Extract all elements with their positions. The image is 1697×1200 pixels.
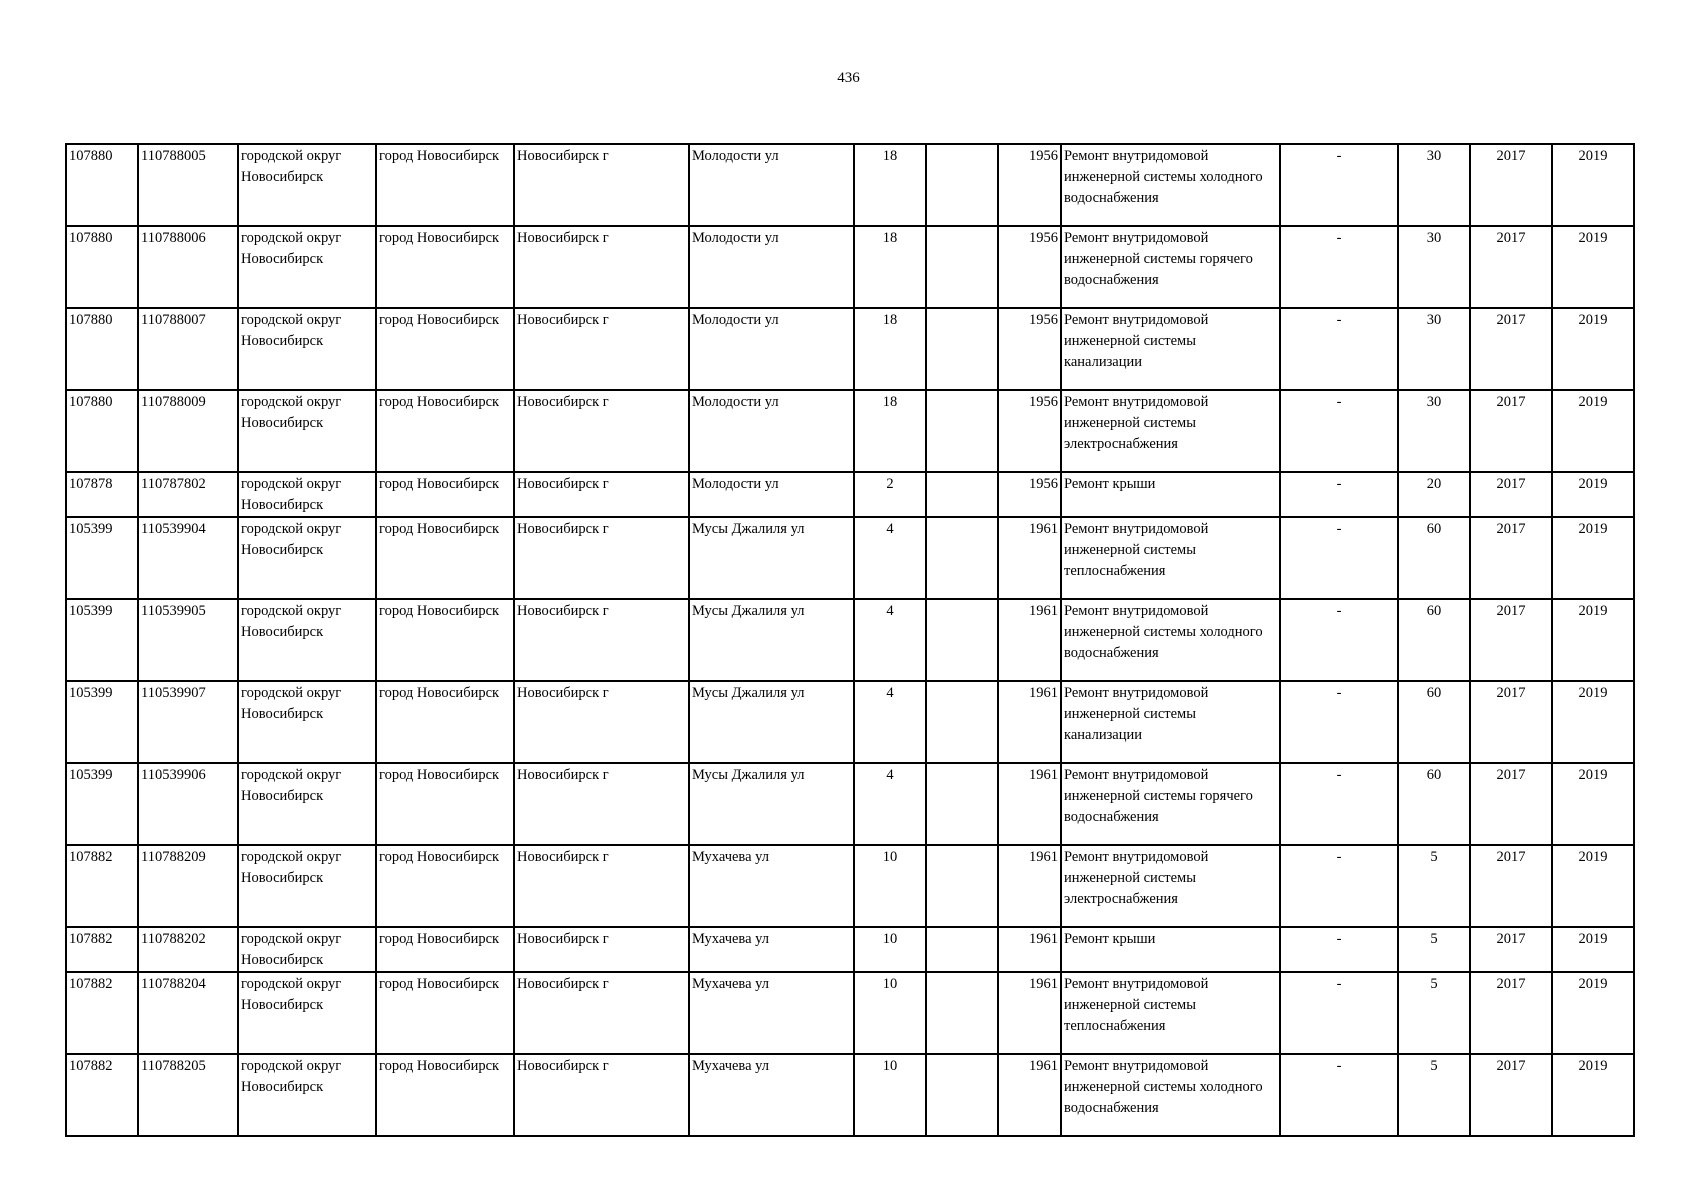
cell-district: городской округ Новосибирск bbox=[238, 517, 376, 599]
table-row bbox=[66, 845, 1634, 927]
cell-build-year: 1961 bbox=[998, 681, 1061, 763]
cell-building bbox=[926, 927, 998, 972]
cell-record-id: 110788205 bbox=[138, 1054, 238, 1136]
cell-street: Молодости ул bbox=[689, 472, 854, 517]
cell-house-code: 107880 bbox=[66, 144, 138, 226]
cell-work-type: Ремонт внутридомовой инженерной системы горячего водоснабжения bbox=[1061, 226, 1280, 308]
table-row bbox=[66, 1054, 1634, 1136]
cell-start-year: 2017 bbox=[1470, 763, 1552, 845]
cell-district: городской округ Новосибирск bbox=[238, 845, 376, 927]
cell-street: Мухачева ул bbox=[689, 972, 854, 1054]
table-row bbox=[66, 308, 1634, 390]
cell-record-id: 110788007 bbox=[138, 308, 238, 390]
cell-locality: Новосибирск г bbox=[514, 599, 689, 681]
cell-dash: - bbox=[1280, 972, 1398, 1054]
cell-house-code: 105399 bbox=[66, 681, 138, 763]
cell-street: Мухачева ул bbox=[689, 845, 854, 927]
cell-dash: - bbox=[1280, 845, 1398, 927]
cell-house-code: 107880 bbox=[66, 226, 138, 308]
cell-building bbox=[926, 517, 998, 599]
cell-street: Молодости ул bbox=[689, 144, 854, 226]
cell-street: Мусы Джалиля ул bbox=[689, 599, 854, 681]
cell-district: городской округ Новосибирск bbox=[238, 472, 376, 517]
cell-district: городской округ Новосибирск bbox=[238, 927, 376, 972]
cell-district: городской округ Новосибирск bbox=[238, 390, 376, 472]
cell-end-year: 2019 bbox=[1552, 144, 1634, 226]
cell-house-number: 10 bbox=[854, 927, 926, 972]
cell-record-id: 110788006 bbox=[138, 226, 238, 308]
cell-house-number: 4 bbox=[854, 517, 926, 599]
cell-start-year: 2017 bbox=[1470, 226, 1552, 308]
cell-house-number: 18 bbox=[854, 144, 926, 226]
cell-house-number: 10 bbox=[854, 1054, 926, 1136]
cell-house-number: 2 bbox=[854, 472, 926, 517]
cell-street: Мусы Джалиля ул bbox=[689, 763, 854, 845]
cell-start-year: 2017 bbox=[1470, 308, 1552, 390]
cell-wear: 30 bbox=[1398, 226, 1470, 308]
cell-house-number: 10 bbox=[854, 845, 926, 927]
cell-record-id: 110788204 bbox=[138, 972, 238, 1054]
cell-locality: Новосибирск г bbox=[514, 927, 689, 972]
cell-start-year: 2017 bbox=[1470, 517, 1552, 599]
cell-building bbox=[926, 845, 998, 927]
cell-locality: Новосибирск г bbox=[514, 972, 689, 1054]
cell-dash: - bbox=[1280, 390, 1398, 472]
cell-house-number: 18 bbox=[854, 226, 926, 308]
cell-settlement: город Новосибирск bbox=[376, 1054, 514, 1136]
cell-record-id: 110788209 bbox=[138, 845, 238, 927]
cell-wear: 30 bbox=[1398, 308, 1470, 390]
cell-settlement: город Новосибирск bbox=[376, 972, 514, 1054]
cell-wear: 60 bbox=[1398, 763, 1470, 845]
cell-house-code: 105399 bbox=[66, 517, 138, 599]
cell-district: городской округ Новосибирск bbox=[238, 226, 376, 308]
cell-dash: - bbox=[1280, 763, 1398, 845]
page-number: 436 bbox=[837, 70, 860, 86]
cell-start-year: 2017 bbox=[1470, 390, 1552, 472]
cell-build-year: 1961 bbox=[998, 1054, 1061, 1136]
cell-start-year: 2017 bbox=[1470, 599, 1552, 681]
cell-work-type: Ремонт внутридомовой инженерной системы электроснабжения bbox=[1061, 845, 1280, 927]
cell-house-number: 18 bbox=[854, 390, 926, 472]
cell-record-id: 110539905 bbox=[138, 599, 238, 681]
cell-end-year: 2019 bbox=[1552, 390, 1634, 472]
cell-locality: Новосибирск г bbox=[514, 472, 689, 517]
cell-work-type: Ремонт внутридомовой инженерной системы теплоснабжения bbox=[1061, 517, 1280, 599]
cell-end-year: 2019 bbox=[1552, 226, 1634, 308]
cell-work-type: Ремонт крыши bbox=[1061, 927, 1280, 972]
cell-house-code: 107882 bbox=[66, 927, 138, 972]
cell-house-code: 107878 bbox=[66, 472, 138, 517]
cell-locality: Новосибирск г bbox=[514, 144, 689, 226]
table-row bbox=[66, 763, 1634, 845]
cell-street: Мухачева ул bbox=[689, 1054, 854, 1136]
cell-locality: Новосибирск г bbox=[514, 390, 689, 472]
cell-work-type: Ремонт внутридомовой инженерной системы теплоснабжения bbox=[1061, 972, 1280, 1054]
cell-house-code: 107880 bbox=[66, 390, 138, 472]
cell-build-year: 1961 bbox=[998, 972, 1061, 1054]
cell-wear: 60 bbox=[1398, 599, 1470, 681]
cell-district: городской округ Новосибирск bbox=[238, 144, 376, 226]
cell-wear: 60 bbox=[1398, 517, 1470, 599]
cell-start-year: 2017 bbox=[1470, 472, 1552, 517]
cell-dash: - bbox=[1280, 472, 1398, 517]
cell-build-year: 1961 bbox=[998, 845, 1061, 927]
cell-house-code: 105399 bbox=[66, 599, 138, 681]
cell-end-year: 2019 bbox=[1552, 927, 1634, 972]
cell-locality: Новосибирск г bbox=[514, 681, 689, 763]
cell-wear: 5 bbox=[1398, 1054, 1470, 1136]
table-row bbox=[66, 517, 1634, 599]
cell-house-number: 4 bbox=[854, 599, 926, 681]
cell-start-year: 2017 bbox=[1470, 681, 1552, 763]
cell-district: городской округ Новосибирск bbox=[238, 763, 376, 845]
cell-record-id: 110539907 bbox=[138, 681, 238, 763]
cell-start-year: 2017 bbox=[1470, 1054, 1552, 1136]
cell-building bbox=[926, 1054, 998, 1136]
cell-build-year: 1961 bbox=[998, 517, 1061, 599]
cell-settlement: город Новосибирск bbox=[376, 517, 514, 599]
cell-district: городской округ Новосибирск bbox=[238, 308, 376, 390]
cell-street: Молодости ул bbox=[689, 308, 854, 390]
cell-start-year: 2017 bbox=[1470, 845, 1552, 927]
cell-settlement: город Новосибирск bbox=[376, 144, 514, 226]
cell-build-year: 1956 bbox=[998, 472, 1061, 517]
cell-build-year: 1956 bbox=[998, 308, 1061, 390]
cell-dash: - bbox=[1280, 308, 1398, 390]
cell-record-id: 110788202 bbox=[138, 927, 238, 972]
cell-settlement: город Новосибирск bbox=[376, 599, 514, 681]
cell-district: городской округ Новосибирск bbox=[238, 1054, 376, 1136]
cell-wear: 60 bbox=[1398, 681, 1470, 763]
cell-district: городской округ Новосибирск bbox=[238, 681, 376, 763]
cell-record-id: 110539904 bbox=[138, 517, 238, 599]
cell-street: Мусы Джалиля ул bbox=[689, 517, 854, 599]
cell-work-type: Ремонт внутридомовой инженерной системы канализации bbox=[1061, 681, 1280, 763]
cell-house-code: 107880 bbox=[66, 308, 138, 390]
cell-locality: Новосибирск г bbox=[514, 226, 689, 308]
cell-start-year: 2017 bbox=[1470, 927, 1552, 972]
cell-street: Мухачева ул bbox=[689, 927, 854, 972]
cell-end-year: 2019 bbox=[1552, 1054, 1634, 1136]
cell-house-number: 4 bbox=[854, 763, 926, 845]
cell-start-year: 2017 bbox=[1470, 144, 1552, 226]
cell-work-type: Ремонт крыши bbox=[1061, 472, 1280, 517]
cell-house-number: 18 bbox=[854, 308, 926, 390]
cell-work-type: Ремонт внутридомовой инженерной системы холодного водоснабжения bbox=[1061, 599, 1280, 681]
cell-build-year: 1956 bbox=[998, 144, 1061, 226]
cell-street: Молодости ул bbox=[689, 226, 854, 308]
cell-building bbox=[926, 144, 998, 226]
cell-build-year: 1961 bbox=[998, 599, 1061, 681]
cell-end-year: 2019 bbox=[1552, 972, 1634, 1054]
cell-end-year: 2019 bbox=[1552, 308, 1634, 390]
cell-settlement: город Новосибирск bbox=[376, 681, 514, 763]
cell-settlement: город Новосибирск bbox=[376, 927, 514, 972]
cell-settlement: город Новосибирск bbox=[376, 308, 514, 390]
cell-house-number: 10 bbox=[854, 972, 926, 1054]
cell-dash: - bbox=[1280, 927, 1398, 972]
table-body bbox=[66, 144, 1634, 1136]
cell-dash: - bbox=[1280, 226, 1398, 308]
cell-dash: - bbox=[1280, 517, 1398, 599]
cell-settlement: город Новосибирск bbox=[376, 226, 514, 308]
cell-end-year: 2019 bbox=[1552, 681, 1634, 763]
cell-building bbox=[926, 599, 998, 681]
cell-wear: 5 bbox=[1398, 972, 1470, 1054]
cell-build-year: 1961 bbox=[998, 927, 1061, 972]
cell-settlement: город Новосибирск bbox=[376, 472, 514, 517]
cell-end-year: 2019 bbox=[1552, 763, 1634, 845]
table-row bbox=[66, 972, 1634, 1054]
table-row bbox=[66, 927, 1634, 972]
cell-district: городской округ Новосибирск bbox=[238, 599, 376, 681]
registry-table bbox=[65, 143, 1635, 1137]
cell-settlement: город Новосибирск bbox=[376, 390, 514, 472]
cell-locality: Новосибирск г bbox=[514, 1054, 689, 1136]
cell-dash: - bbox=[1280, 681, 1398, 763]
cell-district: городской округ Новосибирск bbox=[238, 972, 376, 1054]
cell-work-type: Ремонт внутридомовой инженерной системы канализации bbox=[1061, 308, 1280, 390]
table-row bbox=[66, 472, 1634, 517]
cell-build-year: 1956 bbox=[998, 390, 1061, 472]
cell-build-year: 1956 bbox=[998, 226, 1061, 308]
cell-work-type: Ремонт внутридомовой инженерной системы горячего водоснабжения bbox=[1061, 763, 1280, 845]
cell-locality: Новосибирск г bbox=[514, 308, 689, 390]
cell-end-year: 2019 bbox=[1552, 845, 1634, 927]
cell-wear: 30 bbox=[1398, 144, 1470, 226]
cell-building bbox=[926, 472, 998, 517]
cell-settlement: город Новосибирск bbox=[376, 845, 514, 927]
cell-street: Молодости ул bbox=[689, 390, 854, 472]
cell-work-type: Ремонт внутридомовой инженерной системы холодного водоснабжения bbox=[1061, 144, 1280, 226]
cell-start-year: 2017 bbox=[1470, 972, 1552, 1054]
cell-building bbox=[926, 390, 998, 472]
cell-street: Мусы Джалиля ул bbox=[689, 681, 854, 763]
cell-settlement: город Новосибирск bbox=[376, 763, 514, 845]
cell-house-code: 107882 bbox=[66, 972, 138, 1054]
cell-dash: - bbox=[1280, 144, 1398, 226]
table-row bbox=[66, 144, 1634, 226]
table-row bbox=[66, 599, 1634, 681]
cell-building bbox=[926, 972, 998, 1054]
cell-wear: 20 bbox=[1398, 472, 1470, 517]
cell-dash: - bbox=[1280, 1054, 1398, 1136]
cell-build-year: 1961 bbox=[998, 763, 1061, 845]
cell-house-code: 107882 bbox=[66, 1054, 138, 1136]
cell-wear: 30 bbox=[1398, 390, 1470, 472]
cell-building bbox=[926, 681, 998, 763]
cell-end-year: 2019 bbox=[1552, 472, 1634, 517]
table-row bbox=[66, 226, 1634, 308]
cell-locality: Новосибирск г bbox=[514, 845, 689, 927]
cell-building bbox=[926, 226, 998, 308]
cell-record-id: 110788005 bbox=[138, 144, 238, 226]
cell-wear: 5 bbox=[1398, 927, 1470, 972]
cell-locality: Новосибирск г bbox=[514, 517, 689, 599]
cell-work-type: Ремонт внутридомовой инженерной системы электроснабжения bbox=[1061, 390, 1280, 472]
cell-wear: 5 bbox=[1398, 845, 1470, 927]
cell-locality: Новосибирск г bbox=[514, 763, 689, 845]
cell-work-type: Ремонт внутридомовой инженерной системы холодного водоснабжения bbox=[1061, 1054, 1280, 1136]
cell-building bbox=[926, 763, 998, 845]
cell-record-id: 110539906 bbox=[138, 763, 238, 845]
cell-end-year: 2019 bbox=[1552, 599, 1634, 681]
table-row bbox=[66, 390, 1634, 472]
cell-record-id: 110788009 bbox=[138, 390, 238, 472]
cell-record-id: 110787802 bbox=[138, 472, 238, 517]
cell-building bbox=[926, 308, 998, 390]
cell-house-code: 107882 bbox=[66, 845, 138, 927]
cell-dash: - bbox=[1280, 599, 1398, 681]
cell-end-year: 2019 bbox=[1552, 517, 1634, 599]
table-row bbox=[66, 681, 1634, 763]
cell-house-number: 4 bbox=[854, 681, 926, 763]
cell-house-code: 105399 bbox=[66, 763, 138, 845]
